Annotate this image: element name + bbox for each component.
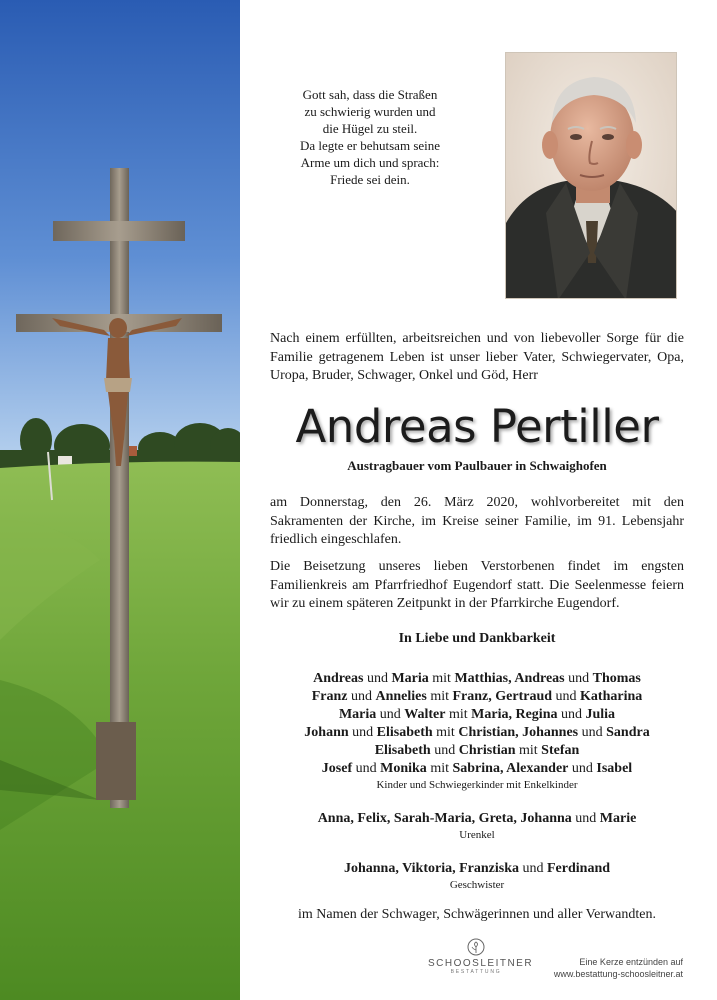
closing-text: im Namen der Schwager, Schwägerinnen und aller Verwandten. (297, 907, 656, 922)
portrait-photo (505, 52, 677, 299)
great-grandchildren-line: Anna, Felix, Sarah-Maria, Greta, Johanna und Marie (317, 811, 637, 826)
candle-text: Eine Kerze entzünden auf (579, 957, 683, 967)
family-line: Johann und Elisabeth mit Christian, Johannes und Sandra (304, 725, 650, 740)
dankbarkeit-heading: In Liebe und Dankbarkeit (398, 631, 556, 646)
family-line: Maria und Walter mit Maria, Regina und Julia (338, 707, 616, 722)
siblings-caption: Geschwister (449, 879, 505, 891)
poem-line: Gott sah, dass die Straßen (302, 87, 438, 102)
children-caption: Kinder und Schwiegerkinder mit Enkelkinder (376, 779, 578, 791)
family-line: Josef und Monika mit Sabrina, Alexander und Isabel (321, 761, 633, 776)
death-notice-text: am Donnerstag, den 26. März 2020, wohlvorbereitet mit den Sakramenten der Kirche, im Kreise seiner Familie, im 91. Lebensjahr friedlich eingeschlafen. (270, 495, 684, 547)
poem-line: die Hügel zu steil. (322, 121, 418, 136)
funeral-home-logo (428, 938, 534, 975)
logo-subtitle: BESTATTUNG (450, 969, 502, 975)
candle-link-block[interactable] (530, 956, 683, 980)
deceased-name: Andreas Pertiller (295, 400, 659, 453)
logo-name: SCHOOSLEITNER (428, 958, 534, 969)
great-grandchildren-caption: Urenkel (459, 829, 495, 841)
poem-line: Da legte er behutsam seine (299, 138, 441, 153)
deceased-occupation: Austragbauer vom Paulbauer in Schwaighofen (347, 458, 607, 473)
poem-line: Friede sei dein. (330, 172, 410, 187)
family-line: Franz und Annelies mit Franz, Gertraud und Katharina (311, 689, 643, 704)
funeral-info-text: Die Beisetzung unseres lieben Verstorbenen findet im engsten Familienkreis am Pfarrfriedhof Eugendorf statt. Die Seelenmesse feiern wir zu einem späteren Zeitpunkt in der Pfarrkirche Eugendorf. (270, 559, 684, 611)
family-line: Andreas und Maria mit Matthias, Andreas und Thomas (313, 671, 641, 686)
website-link[interactable]: www.bestattung-schoosleitner.at (553, 969, 683, 979)
intro-text: Nach einem erfüllten, arbeitsreichen und von liebevoller Sorge für die Familie getragenem Leben ist unser lieber Vater, Schwiegervater, Opa, Uropa, Bruder, Schwager, Onkel und Göd, Herr (270, 331, 684, 383)
mourners-list (262, 670, 692, 893)
wayside-cross-photo (0, 0, 240, 1000)
memorial-poem (270, 86, 470, 188)
family-line: Elisabeth und Christian mit Stefan (374, 743, 580, 758)
poem-line: Arme um dich und sprach: (300, 155, 440, 170)
rose-logo-icon (467, 938, 485, 956)
siblings-line: Johanna, Viktoria, Franziska und Ferdinand (343, 861, 611, 876)
poem-line: zu schwierig wurden und (304, 104, 436, 119)
